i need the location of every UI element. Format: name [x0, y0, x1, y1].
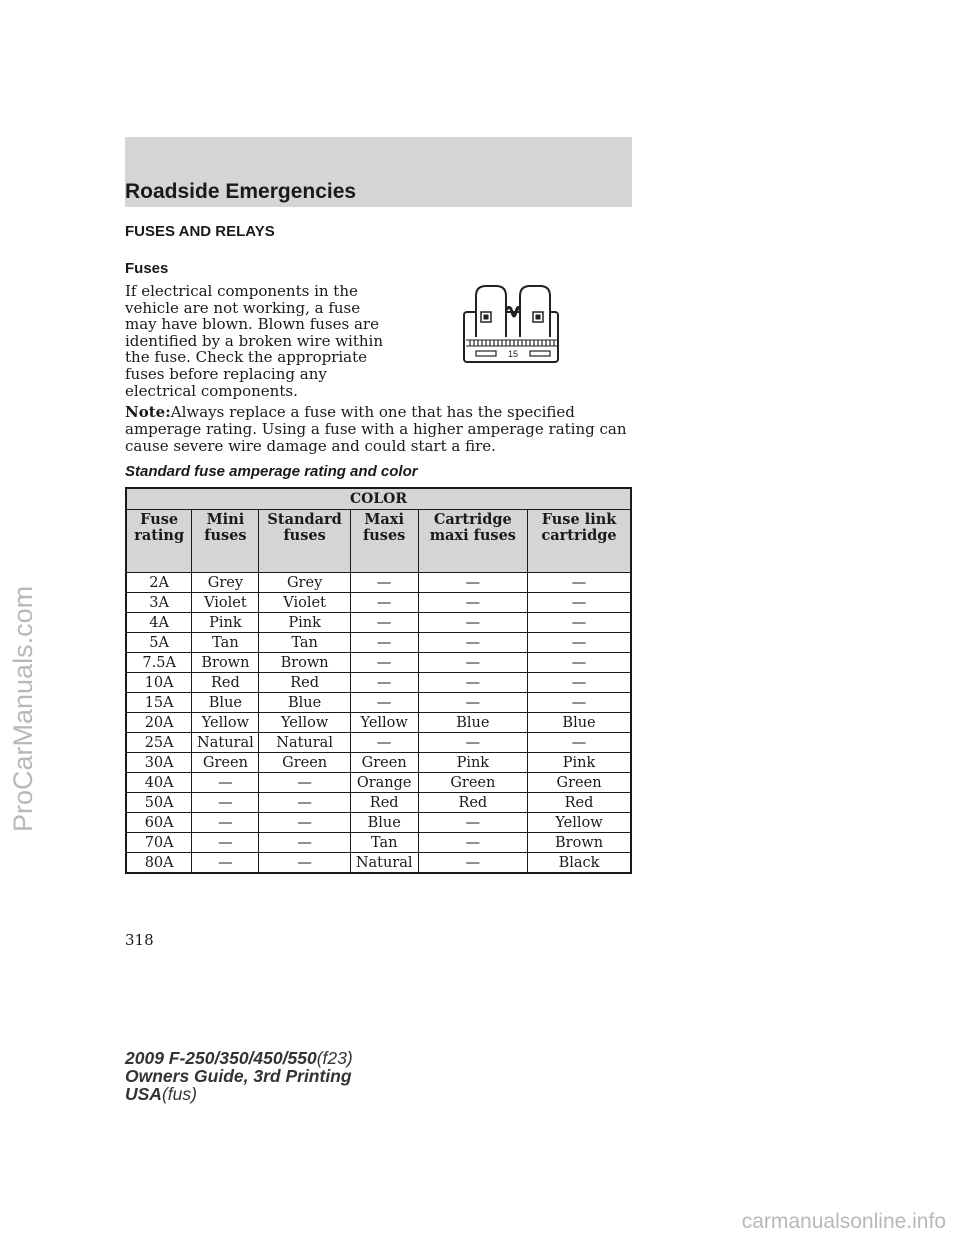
table-cell: 40A — [126, 773, 192, 793]
table-cell: — — [418, 813, 527, 833]
table-cell: Violet — [192, 593, 259, 613]
page-header-title: Roadside Emergencies — [125, 180, 357, 203]
table-cell: Red — [350, 793, 418, 813]
table-cell: 10A — [126, 673, 192, 693]
table-row — [126, 593, 631, 613]
table-cell: — — [350, 673, 418, 693]
fuse-rating-label: 15 — [507, 349, 519, 359]
table-row — [126, 793, 631, 813]
table-cell: Tan — [192, 633, 259, 653]
table-cell: 60A — [126, 813, 192, 833]
table-cell: Pink — [418, 753, 527, 773]
table-cell: 2A — [126, 573, 192, 593]
footer-region: USA — [125, 1084, 162, 1104]
bottom-watermark: carmanualsonline.info — [741, 1210, 946, 1233]
table-cell: Black — [528, 853, 631, 874]
table-cell: Brown — [259, 653, 350, 673]
table-cell: 7.5A — [126, 653, 192, 673]
footer — [125, 1049, 353, 1103]
table-cell: 70A — [126, 833, 192, 853]
table-cell: 15A — [126, 693, 192, 713]
table-cell: — — [418, 733, 527, 753]
subsection-title: Fuses — [125, 260, 169, 277]
table-title: Standard fuse amperage rating and color — [125, 463, 418, 480]
table-cell: Green — [192, 753, 259, 773]
table-row — [126, 773, 631, 793]
table-cell: Natural — [192, 733, 259, 753]
footer-model-code: (f23) — [316, 1048, 353, 1068]
table-cell: — — [418, 833, 527, 853]
table-row — [126, 713, 631, 733]
section-title: FUSES AND RELAYS — [125, 223, 275, 240]
table-cell: Natural — [259, 733, 350, 753]
table-cell: — — [418, 593, 527, 613]
table-cell: Blue — [528, 713, 631, 733]
table-cell: Brown — [192, 653, 259, 673]
table-row — [126, 833, 631, 853]
column-header: Standard fuses — [259, 510, 350, 573]
table-cell: Yellow — [528, 813, 631, 833]
table-cell: — — [418, 693, 527, 713]
table-cell: 25A — [126, 733, 192, 753]
table-row — [126, 673, 631, 693]
table-cell: Tan — [259, 633, 350, 653]
table-cell: — — [528, 693, 631, 713]
table-row — [126, 853, 631, 874]
footer-guide: Owners Guide, 3rd Printing — [125, 1066, 352, 1086]
table-cell: 5A — [126, 633, 192, 653]
table-row — [126, 733, 631, 753]
table-cell: — — [528, 733, 631, 753]
table-cell: 30A — [126, 753, 192, 773]
table-cell: — — [350, 653, 418, 673]
table-cell: Yellow — [350, 713, 418, 733]
table-row — [126, 753, 631, 773]
table-cell: — — [528, 613, 631, 633]
intro-paragraph: If electrical components in the vehicle are not working, a fuse may have blown. Blown fuses are identified by a broken wire within the fuse. Check the appropriate fuses before replacing any electrical components. — [125, 282, 384, 400]
table-cell: Red — [528, 793, 631, 813]
side-watermark: ProCarManuals.com — [8, 585, 38, 832]
table-cell: Natural — [350, 853, 418, 874]
table-cell: — — [192, 813, 259, 833]
table-cell: Grey — [259, 573, 350, 593]
table-cell: — — [192, 793, 259, 813]
table-cell: — — [528, 573, 631, 593]
table-cell: Yellow — [259, 713, 350, 733]
table-cell: — — [350, 613, 418, 633]
table-cell: 3A — [126, 593, 192, 613]
table-cell: Grey — [192, 573, 259, 593]
column-header: Fuse rating — [126, 510, 192, 573]
table-cell: — — [418, 573, 527, 593]
table-cell: — — [259, 833, 350, 853]
table-cell: — — [528, 633, 631, 653]
table-cell: — — [259, 853, 350, 874]
table-cell: 50A — [126, 793, 192, 813]
footer-region-code: (fus) — [161, 1084, 197, 1104]
fuse-color-table — [125, 487, 632, 874]
table-cell: Green — [350, 753, 418, 773]
table-cell: Blue — [192, 693, 259, 713]
table-cell: Blue — [418, 713, 527, 733]
table-cell: — — [350, 633, 418, 653]
table-cell: — — [418, 673, 527, 693]
table-cell: — — [192, 833, 259, 853]
table-cell: — — [350, 593, 418, 613]
blade-fuse-icon — [462, 282, 562, 364]
table-cell: — — [528, 653, 631, 673]
table-cell: — — [259, 793, 350, 813]
table-cell: — — [350, 733, 418, 753]
table-cell: 20A — [126, 713, 192, 733]
table-cell: 4A — [126, 613, 192, 633]
column-header: Cartridge maxi fuses — [418, 510, 527, 573]
table-cell: Orange — [350, 773, 418, 793]
table-cell: Blue — [259, 693, 350, 713]
table-cell: — — [418, 633, 527, 653]
table-cell: — — [418, 613, 527, 633]
note-text: Always replace a fuse with one that has the specified amperage rating. Using a fuse with a higher amperage rating can cause severe wire damage and could start a fire. — [125, 403, 627, 455]
table-cell: Red — [192, 673, 259, 693]
table-cell: — — [418, 653, 527, 673]
note-paragraph — [125, 404, 635, 455]
table-cell: Green — [418, 773, 527, 793]
table-cell: — — [192, 773, 259, 793]
table-row — [126, 613, 631, 633]
table-cell: Blue — [350, 813, 418, 833]
table-cell: Brown — [528, 833, 631, 853]
column-header: Mini fuses — [192, 510, 259, 573]
table-row — [126, 573, 631, 593]
note-label: Note: — [125, 403, 171, 421]
table-row — [126, 653, 631, 673]
table-cell: — — [350, 573, 418, 593]
table-cell: — — [528, 593, 631, 613]
table-cell: — — [418, 853, 527, 874]
table-cell: Pink — [192, 613, 259, 633]
table-cell: — — [528, 673, 631, 693]
table-cell: Green — [259, 753, 350, 773]
table-cell: — — [259, 813, 350, 833]
page-number: 318 — [125, 931, 154, 949]
footer-model: 2009 F-250/350/450/550 — [125, 1048, 317, 1068]
table-cell: — — [259, 773, 350, 793]
table-cell: Red — [418, 793, 527, 813]
table-cell: — — [350, 693, 418, 713]
table-cell: Tan — [350, 833, 418, 853]
table-cell: Red — [259, 673, 350, 693]
table-row — [126, 693, 631, 713]
table-cell: 80A — [126, 853, 192, 874]
table-row — [126, 633, 631, 653]
column-header: Maxi fuses — [350, 510, 418, 573]
table-cell: Violet — [259, 593, 350, 613]
table-cell: Pink — [259, 613, 350, 633]
table-group-header: COLOR — [126, 488, 631, 510]
table-row — [126, 813, 631, 833]
column-header: Fuse link cartridge — [528, 510, 631, 573]
table-cell: Pink — [528, 753, 631, 773]
table-cell: Green — [528, 773, 631, 793]
table-cell: Yellow — [192, 713, 259, 733]
table-cell: — — [192, 853, 259, 874]
